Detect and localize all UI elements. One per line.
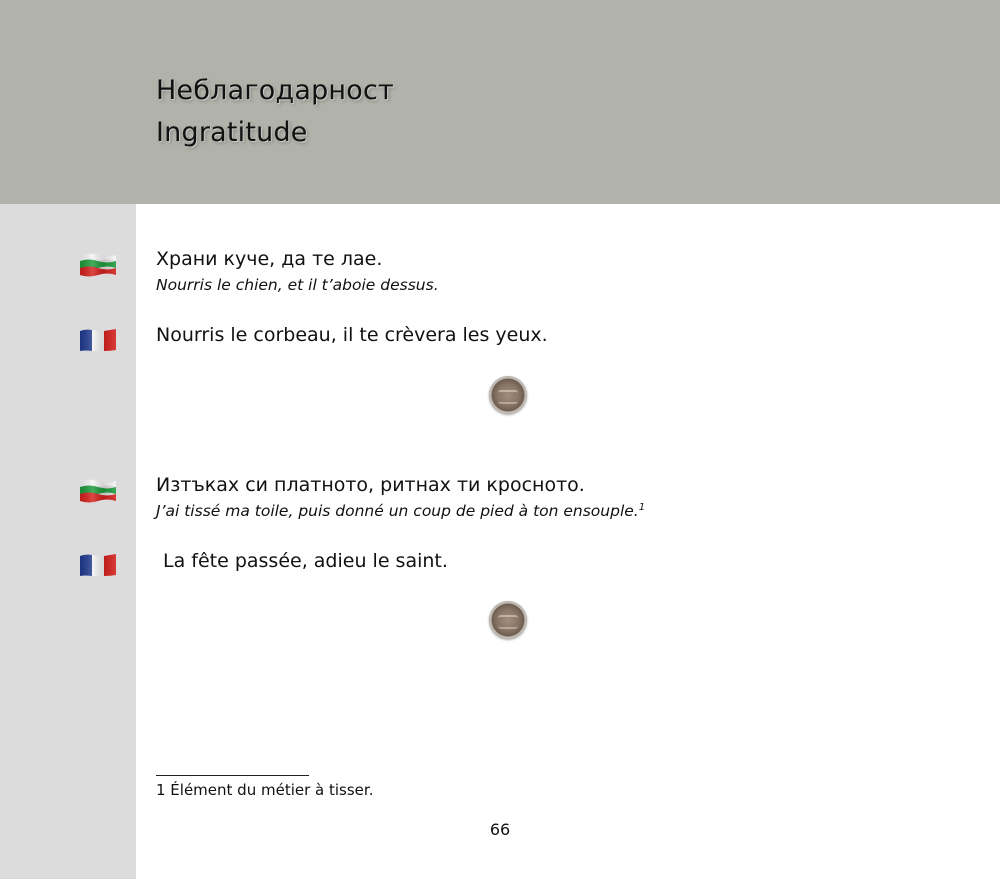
proverb-translation-1: Nourris le chien, et il t’aboie dessus. bbox=[156, 276, 439, 294]
bulgarian-flag-icon bbox=[79, 478, 117, 504]
proverb-translation-2: J’ai tissé ma toile, puis donné un coup de pied à ton ensouple.$^1$ bbox=[156, 501, 646, 520]
footnote-text: 1 Élément du métier à tisser. bbox=[156, 781, 374, 799]
bulgarian-flag-icon bbox=[79, 252, 117, 278]
french-flag-icon bbox=[79, 553, 117, 579]
chapter-title-bulgarian: Неблагодарност bbox=[156, 75, 394, 106]
coin-icon bbox=[489, 376, 527, 414]
chapter-header bbox=[0, 0, 1000, 204]
proverb-bulgarian-2: Изтъках си платното, ритнах ти кросното. bbox=[156, 474, 585, 496]
proverb-french-1: Nourris le corbeau, il te crèvera les yeux. bbox=[156, 324, 548, 346]
footnote-reference: 1 bbox=[638, 501, 646, 513]
left-margin-band bbox=[0, 204, 136, 879]
proverb-bulgarian-1: Храни куче, да те лае. bbox=[156, 248, 383, 270]
french-flag-icon bbox=[79, 328, 117, 354]
footnote-divider bbox=[156, 775, 309, 776]
coin-icon bbox=[489, 601, 527, 639]
proverb-french-2: La fête passée, adieu le saint. bbox=[163, 550, 448, 572]
chapter-title-french: Ingratitude bbox=[156, 117, 308, 148]
page-number: 66 bbox=[489, 820, 511, 839]
